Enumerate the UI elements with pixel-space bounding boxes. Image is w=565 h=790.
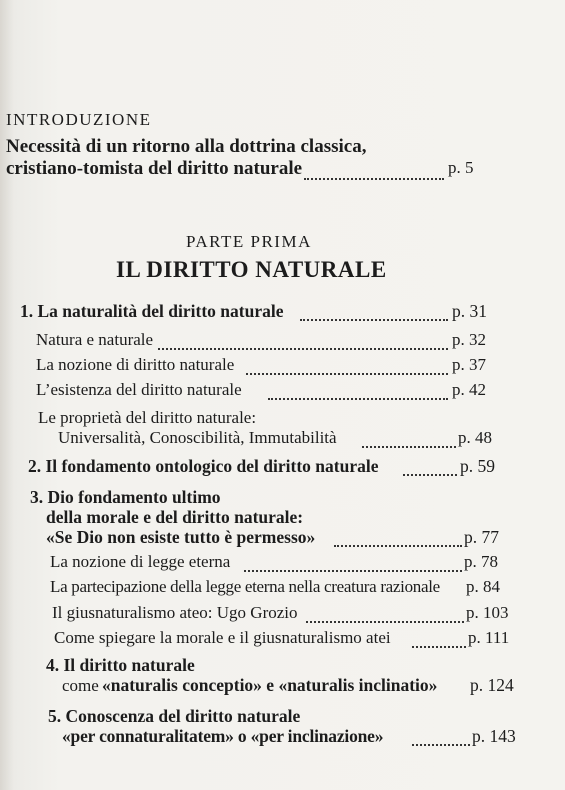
dot-leader xyxy=(304,160,444,180)
dot-leader xyxy=(362,430,456,448)
dot-leader xyxy=(412,728,470,746)
toc-section-1-1: Natura e naturale xyxy=(36,330,154,349)
introduction-title-line1: Necessità di un ritorno alla dottrina classica, xyxy=(6,136,367,157)
toc-section-3-1: La nozione di legge eterna xyxy=(50,552,231,571)
toc-chapter-3-line1: 3. Dio fondamento ultimo xyxy=(30,487,221,507)
part-label: PARTE PRIMA xyxy=(186,232,312,251)
toc-chapter-2: 2. Il fondamento ontologico del diritto naturale xyxy=(28,456,379,476)
introduction-page: p. 5 xyxy=(448,158,474,177)
toc-chapter-5-line2: «per connaturalitatem» o «per inclinazione» xyxy=(62,726,384,746)
toc-section-3-2-page: p. 84 xyxy=(466,577,500,596)
toc-section-3-4-page: p. 111 xyxy=(468,628,510,647)
toc-section-1-3-page: p. 42 xyxy=(452,380,486,399)
dot-leader xyxy=(244,554,462,572)
toc-chapter-3-page: p. 77 xyxy=(464,527,499,547)
dot-leader xyxy=(306,605,464,623)
dot-leader xyxy=(403,458,457,476)
part-title: IL DIRITTO NATURALE xyxy=(116,257,387,282)
toc-section-3-3-page: p. 103 xyxy=(466,603,509,622)
toc-section-1-4-line1: Le proprietà del diritto naturale: xyxy=(38,408,257,427)
toc-chapter-4-line1: 4. Il diritto naturale xyxy=(46,655,195,675)
toc-section-1-2: La nozione di diritto naturale xyxy=(36,355,235,374)
toc-section-1-2-page: p. 37 xyxy=(452,355,486,374)
toc-chapter-3-line3: «Se Dio non esiste tutto è permesso» xyxy=(46,527,316,547)
toc-section-1-3: L’esistenza del diritto naturale xyxy=(36,380,242,399)
toc-chapter-4-line2: «naturalis conceptio» e «naturalis inclinatio» xyxy=(102,675,438,695)
dot-leader xyxy=(334,529,462,547)
introduction-title-line2: cristiano-tomista del diritto naturale xyxy=(6,158,303,179)
toc-chapter-1-page: p. 31 xyxy=(452,301,487,321)
introduction-label: INTRODUZIONE xyxy=(6,110,152,129)
dot-leader xyxy=(300,303,448,321)
toc-chapter-4-prefix: come xyxy=(62,676,99,695)
toc-section-3-3: Il giusnaturalismo ateo: Ugo Grozio xyxy=(52,603,298,622)
toc-chapter-5-page: p. 143 xyxy=(472,726,516,746)
toc-chapter-5-line1: 5. Conoscenza del diritto naturale xyxy=(48,706,301,726)
dot-leader xyxy=(268,382,448,400)
toc-section-3-2: La partecipazione della legge eterna nella creatura razionale xyxy=(50,577,440,596)
toc-section-1-1-page: p. 32 xyxy=(452,330,486,349)
dot-leader xyxy=(246,357,448,375)
toc-section-3-1-page: p. 78 xyxy=(464,552,498,571)
toc-chapter-3-line2: della morale e del diritto naturale: xyxy=(46,507,304,527)
dot-leader xyxy=(412,630,466,648)
toc-chapter-2-page: p. 59 xyxy=(460,456,495,476)
dot-leader xyxy=(158,332,448,350)
toc-section-3-4: Come spiegare la morale e il giusnaturalismo atei xyxy=(54,628,391,647)
toc-section-1-4-line2: Universalità, Conoscibilità, Immutabilità xyxy=(58,428,337,447)
toc-chapter-1: 1. La naturalità del diritto naturale xyxy=(20,301,284,321)
toc-section-1-4-page: p. 48 xyxy=(458,428,492,447)
toc-chapter-4-page: p. 124 xyxy=(470,675,514,695)
